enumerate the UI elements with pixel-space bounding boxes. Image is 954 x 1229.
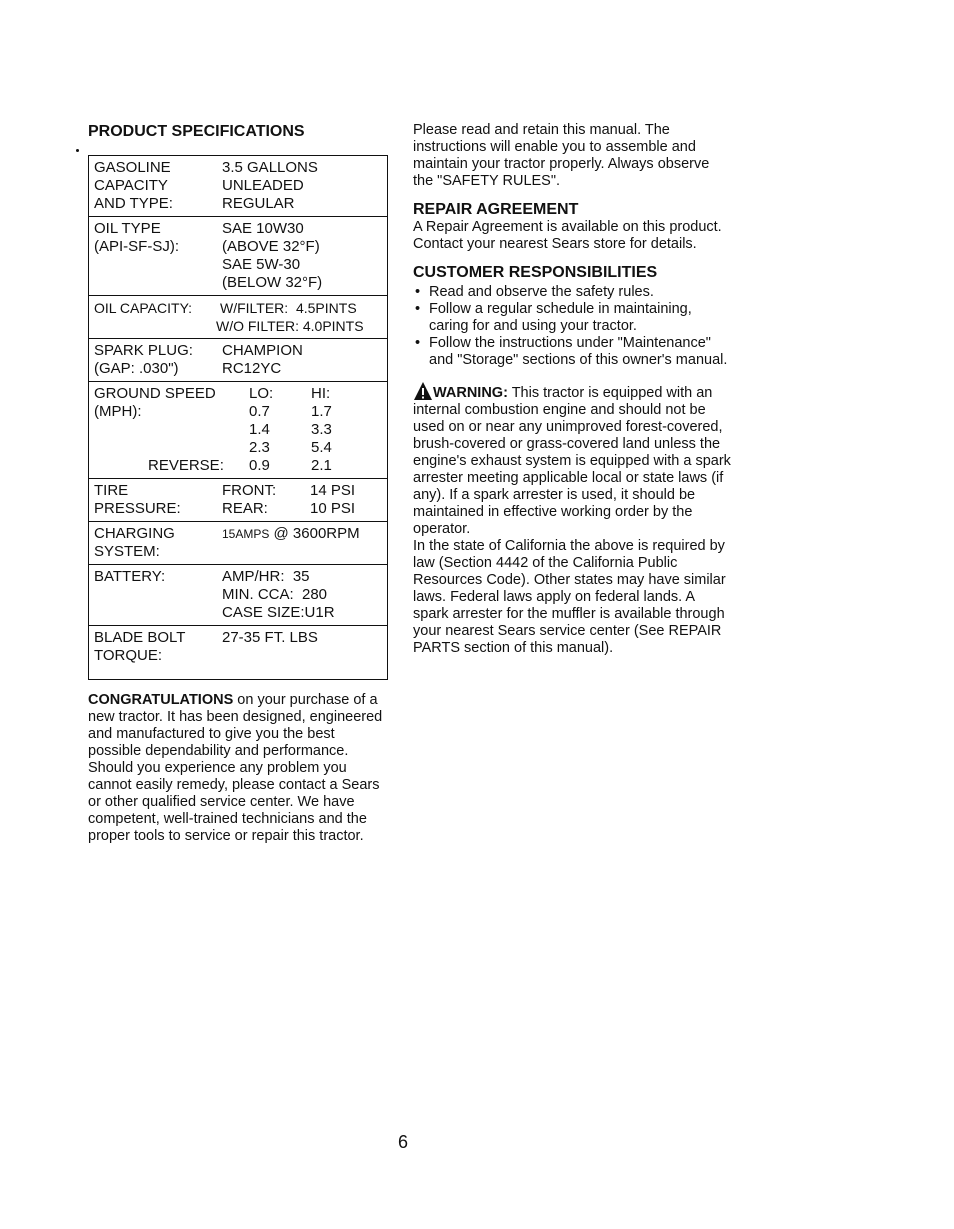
spec-value: 3.5 GALLONS UNLEADED REGULAR [222,159,318,212]
spec-label: BLADE BOLT TORQUE: [94,629,186,664]
spec-label: BATTERY: [94,568,166,585]
spec-label: OIL TYPE (API-SF-SJ): [94,220,179,255]
intro-paragraph: Please read and retain this manual. The instructions will enable you to assemble and maintain your tractor properly. Always observe the "SAFETY RULES". [413,122,710,189]
right-column [413,122,733,657]
list-item: • Follow the instructions under "Maintenance" and "Storage" sections of this owner's manual. [413,335,733,369]
spec-value: 15AMPS @ 3600RPM [222,525,360,542]
spec-row-battery [89,565,387,626]
spec-row-charging [89,522,387,565]
spec-label: OIL CAPACITY: [94,300,193,316]
spec-row-blade-bolt [89,626,387,679]
spec-row-gasoline [89,156,387,217]
california-paragraph: In the state of California the above is required by law (Section 4442 of the California Public Resources Code). Other states may have similar laws. Federal laws apply on federal lands. A spark arrester for the muffler is available through your nearest Sears service center (See REPAIR PARTS section of this manual). [413,538,726,656]
spec-value: SAE 10W30 (ABOVE 32°F) SAE 5W-30 (BELOW 32°F) [222,220,323,291]
spec-row-ground-speed: GROUND SPEED LO: HI: (MPH): 0.7 1.7 1.4 3.3 2.3 5.4 REVERSE: 0.9 2.1 [89,382,387,479]
list-item: • Follow a regular schedule in maintaining, caring for and using your tractor. [413,301,733,335]
spec-label: SPARK PLUG: (GAP: .030") [94,342,193,377]
spec-table [88,155,388,680]
spec-value: FRONT: 14 PSI REAR: 10 PSI [222,482,356,517]
stray-dot [76,149,79,152]
spec-row-tire-pressure [89,479,387,522]
specs-heading: PRODUCT SPECIFICATIONS [88,123,305,140]
spec-row-spark-plug [89,339,387,382]
spec-label: GASOLINE CAPACITY AND TYPE: [94,159,173,212]
spec-row-oil-type [89,217,387,296]
spec-label: CHARGING SYSTEM: [94,525,175,560]
problem-paragraph: Should you experience any problem you cannot easily remedy, please contact a Sears or other qualified service center. We have competent, well-trained technicians and the proper tools to service or repair this tractor. [88,760,380,844]
left-column [88,122,390,845]
spec-value: AMP/HR: 35 MIN. CCA: 280 CASE SIZE:U1R [222,568,335,621]
list-item: • Read and observe the safety rules. [413,284,733,301]
repair-agreement-heading: REPAIR AGREEMENT [413,201,579,218]
spec-value: 27-35 FT. LBS [222,629,318,646]
repair-agreement-body: A Repair Agreement is available on this product. Contact your nearest Sears store for details. [413,219,722,252]
warning-paragraph: WARNING: This tractor is equipped with an internal combustion engine and should not be used on or near any unimproved forest-covered, brush-covered or grass-covered land unless the engine's exhaust system is equipped with a spark arrester meeting applicable local or state laws (if any). If a spark arrester is used, it should be maintained in effective working order by the operator. [413,381,733,538]
spec-value: CHAMPION RC12YC [222,342,303,377]
page-number: 6 [398,1132,409,1152]
customer-responsibilities-heading: CUSTOMER RESPONSIBILITIES [413,264,658,281]
spec-row-oil-capacity: OIL CAPACITY: W/FILTER: 4.5PINTS W/O FILTER: 4.0PINTS [89,296,387,339]
spec-label: TIRE PRESSURE: [94,482,181,517]
responsibilities-list [413,284,733,369]
congratulations-paragraph: CONGRATULATIONS on your purchase of a new tractor. It has been designed, engineered and manufactured to give you the best possible dependability and performance. [88,692,383,759]
warning-triangle-icon [413,381,433,401]
